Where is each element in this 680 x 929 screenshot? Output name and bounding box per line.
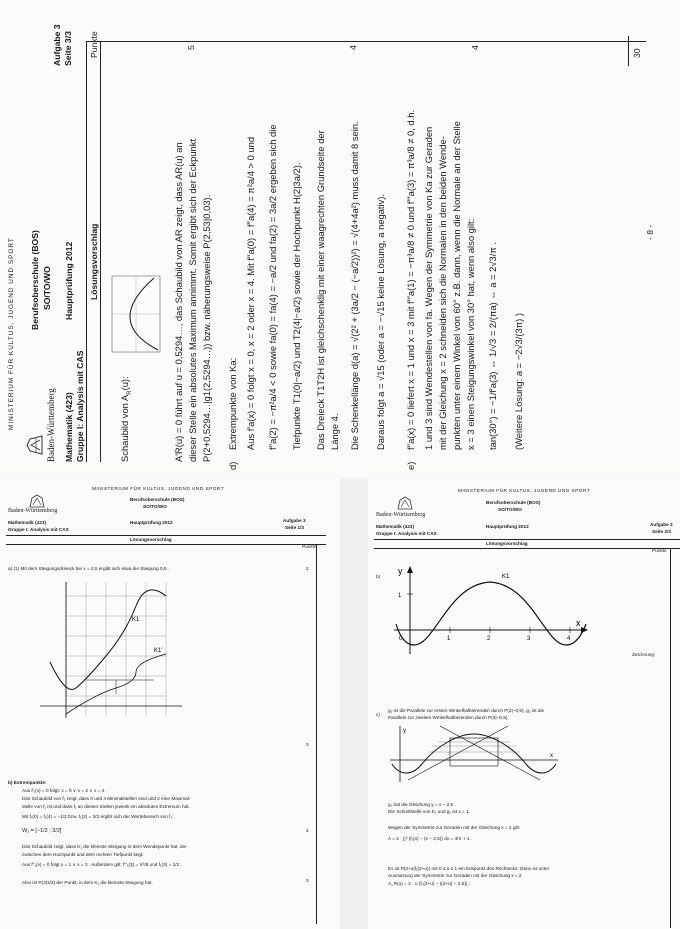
page-footer: - 8 - bbox=[645, 224, 655, 240]
divider bbox=[100, 42, 101, 462]
page-gap bbox=[340, 478, 368, 929]
section-d-line: Länge 4. bbox=[329, 413, 340, 450]
function-graph-k1-full bbox=[390, 564, 590, 658]
graph-caption: Schaubild von $A_R(u)$: bbox=[119, 376, 133, 462]
points-value: 4 bbox=[470, 45, 480, 50]
section-d-line: Tiefpunkte T1(0|−a/2) und T2(4|−a/2) sowie der Hochpunkt H(2|3a/2). bbox=[291, 162, 302, 450]
school-type: SO/TO/WO bbox=[143, 504, 167, 509]
section-b-line: W₁ = [−1/2 ; 3/2] bbox=[22, 828, 62, 834]
solution-header: Lösungsvorschlag bbox=[130, 537, 172, 542]
points-header: Punkte bbox=[89, 31, 99, 58]
curve-label-k1: K1 bbox=[502, 574, 510, 580]
points-header: Punkte bbox=[302, 544, 317, 549]
x-tick-label: 0 bbox=[399, 636, 403, 642]
points-value: 2 bbox=[306, 566, 309, 571]
section-d-line: Das Dreieck T1T2H ist gleichschenklig mit einer waagrechten Grundseite der bbox=[315, 130, 326, 450]
section-c-line: Wegen der Symmetrie zur Geraden mit der Gleichung x = 2 gilt: bbox=[388, 825, 521, 830]
state-seal-icon bbox=[28, 494, 46, 508]
subject: Mathematik (423) bbox=[376, 524, 415, 529]
school-name: Berufsoberschule (BOS) bbox=[30, 230, 40, 330]
page-label: Seite 1/3 bbox=[285, 525, 305, 530]
section-d-line: f′′a(2) = −π²a/4 < 0 sowie fa(0) = fa(4) = −a/2 und fa(2) = 3a/2 ergeben sich die bbox=[267, 124, 278, 450]
ministry-header: MINISTERIUM FÜR KULTUS, JUGEND UND SPORT bbox=[92, 486, 225, 491]
x-tick-label: 4 bbox=[567, 636, 571, 642]
page-2-scan bbox=[370, 482, 680, 929]
divider bbox=[6, 544, 326, 545]
subject: Mathematik (423) bbox=[8, 520, 47, 525]
x-tick-label: 2 bbox=[487, 636, 491, 642]
result-line-3: P(2+0,5294…|g1(2,5294…)) bzw. näherungsweise P(2,53|0,03). bbox=[201, 194, 212, 462]
section-e-line: x = 3 einen Steigungswinkel von 30° hat, wenn also gilt: bbox=[465, 218, 476, 450]
curve-label-k1: K1 bbox=[132, 617, 140, 623]
task-label: Aufgabe 3 bbox=[283, 518, 306, 523]
group: Gruppe I: Analysis mit CAS bbox=[8, 527, 69, 532]
state-seal-icon bbox=[26, 434, 44, 456]
points-value: 5 bbox=[186, 45, 196, 50]
section-e-line: tan(30°) = −1/f′a(3) ⇔ 1/√3 = 2/(πa) ⇔ a = 2√3/π . bbox=[487, 242, 498, 450]
curve-label-k1-prime: K1′ bbox=[154, 648, 163, 654]
section-c-line: A = 2 · ∫₁² (f₁(x) − (x − 2,5)) dx = 4/π + 1 . bbox=[388, 836, 473, 841]
section-c-line: Es ist P(2+u|f₁(2+u)) mit 0 ≤ u ≤ 1 ein Eckpunkt des Rechtecks. Dann ist unter bbox=[388, 866, 550, 871]
section-b-label: b) Extrempunkte: bbox=[8, 780, 47, 785]
logo-text: Baden-Württemberg bbox=[376, 512, 426, 518]
page-label: Seite 2/3 bbox=[652, 529, 672, 534]
group: Gruppe I: Analysis mit CAS bbox=[75, 350, 85, 462]
result-line-1: A′R(u) = 0 führt auf u = 0,5294…, das Schaubild von AR zeigt, dass AR(u) an bbox=[173, 142, 184, 462]
divider bbox=[86, 42, 87, 462]
zeichnung-label: Zeichnung: bbox=[632, 652, 656, 657]
school-name: Berufsoberschule (BOS) bbox=[130, 497, 185, 502]
section-b-line: Also ist P(3|1/2) der Punkt, in dem K₁ die kleinste Steigung hat. bbox=[22, 880, 153, 885]
section-label-e: e) bbox=[405, 461, 416, 470]
x-axis-label: x bbox=[576, 618, 581, 628]
ministry-header: MINISTERIUM FÜR KULTUS, JUGEND UND SPORT bbox=[458, 488, 591, 493]
section-b-line: Das Schaubild zeigt, dass K₁ die kleinste Steigung in dem Wendepunkt hat, der bbox=[22, 844, 187, 849]
exam-title: Hauptprüfung 2012 bbox=[64, 241, 74, 320]
section-c-line: Parallele zur zweiten Winkelhalbierenden durch P(2|−0,5). bbox=[388, 715, 509, 720]
section-d-line: Daraus folgt a = √15 (oder a = −√15 keine Lösung, a negativ). bbox=[375, 193, 386, 450]
total-rule bbox=[628, 36, 629, 66]
task-label: Aufgabe 3 bbox=[650, 522, 673, 527]
section-e-line: f′′a(x) = 0 liefert x = 1 und x = 3 mit f′′′a(1) = −π³a/8 ≠ 0 und f′′′a(3) = π³a/8 ≠ 0, d.h. bbox=[405, 109, 416, 450]
section-c-line: A_R(u) = 2 · u (f₁(2+u) − ((2+u) − 2,5)) . bbox=[388, 881, 470, 886]
points-column-rule bbox=[86, 41, 646, 42]
section-c-line: Die Schnittstelle von K₁ und g₁ ist x = 1. bbox=[388, 809, 470, 814]
state-seal-icon bbox=[396, 496, 414, 510]
section-d-line: Aus f′a(x) = 0 folgt x = 0, x = 2 oder x = 4. Mit f′′a(0) = f′′a(4) = π²a/4 > 0 und bbox=[245, 136, 256, 450]
section-c-line: g₁ hat die Gleichung y = x − 2,5 . bbox=[388, 802, 456, 807]
section-d-title: Extrempunkte von Ka: bbox=[227, 357, 238, 450]
points-column-rule bbox=[316, 544, 317, 924]
solution-header: Lösungsvorschlag bbox=[89, 223, 99, 300]
school-type: SO/TO/WO bbox=[498, 507, 522, 512]
divider bbox=[6, 535, 326, 536]
section-e-line: mit der Gleichung x = 2 schneiden sich die Normalen in den beiden Wende- bbox=[437, 136, 448, 450]
section-c-line: g₁ ist die Parallele zur ersten Winkelhalbierenden durch P(2|−0,5), g₂ ist die bbox=[388, 708, 545, 713]
section-b-line: Das Schaubild von f₁ zeigt, dass 0 und 4 Minimalstellen sind und 2 eine Maximal- bbox=[22, 796, 191, 801]
y-axis-label: y bbox=[398, 566, 403, 576]
section-e-line: (Weitere Lösung: a = −2√3/(3π) ) bbox=[513, 312, 524, 450]
area-rectangle-graph bbox=[388, 724, 560, 784]
points-value: 3 bbox=[306, 878, 309, 883]
section-c-line: Ausnutzung der Symmetrie zur Geraden mit der Gleichung x = 2 bbox=[388, 873, 522, 878]
exam-title: Hauptprüfung 2012 bbox=[486, 524, 529, 529]
x-tick-label: 3 bbox=[527, 636, 531, 642]
points-value: 3 bbox=[306, 742, 309, 747]
function-graph-k1 bbox=[36, 576, 186, 724]
section-a-line: a) (1) Mit dem Steigungsdreieck bei x = 2,5 ergibt sich etwa die Steigung 0,5 . bbox=[8, 566, 170, 571]
section-b-line: stelle von f₁ ist und dass f₁ an diesen Stellen jeweils ein absolutes Extremum hat. bbox=[22, 804, 190, 809]
school-type: SO/TO/WO bbox=[42, 266, 52, 310]
exam-title: Hauptprüfung 2012 bbox=[130, 520, 173, 525]
solution-header: Lösungsvorschlag bbox=[486, 541, 528, 546]
result-line-2: dieser Stelle ein absolutes Maximum annimmt. Somit ergibt sich der Eckpunkt bbox=[187, 138, 198, 462]
section-label-d: d) bbox=[227, 461, 238, 470]
group: Gruppe I: Analysis mit CAS bbox=[376, 531, 437, 536]
section-b-line: Mit f₁(0) = f₁(4) = −1/2 bzw. f₁(2) = 3/2 ergibt sich der Wertebereich von f₁: bbox=[22, 814, 174, 819]
total-points: 30 bbox=[632, 48, 642, 58]
ministry-header: MINISTERIUM FÜR KULTUS, JUGEND UND SPORT bbox=[8, 237, 15, 430]
task-label: Aufgabe 3 bbox=[52, 24, 62, 66]
section-b-line: Aus f′₁(x) = 0 folgt: x = 0 ∨ x = 2 ∨ x = 4 . bbox=[22, 788, 107, 793]
section-c-label: c) bbox=[376, 712, 380, 717]
points-value: 4 bbox=[348, 45, 358, 50]
section-e-line: punkten unter einem Winkel von 60° z.B. dann, wenn die Normale an der Stelle bbox=[451, 121, 462, 450]
points-header: Punkte bbox=[652, 548, 667, 553]
page-1-scan bbox=[0, 482, 334, 929]
logo-text: Baden-Württemberg bbox=[8, 508, 58, 514]
subject: Mathematik (423) bbox=[64, 392, 74, 462]
y-tick-label: 1 bbox=[398, 593, 402, 599]
school-name: Berufsoberschule (BOS) bbox=[486, 500, 541, 505]
section-d-line: Die Schenkellänge d(a) = √(2² + (3a/2 − (−a/2))²) = √(4+4a²) muss damit 8 sein. bbox=[349, 121, 360, 450]
logo-text: Baden-Württemberg bbox=[46, 388, 56, 462]
x-axis-label: x bbox=[550, 753, 553, 759]
x-tick-label: 1 bbox=[447, 636, 451, 642]
divider bbox=[374, 539, 680, 540]
section-b-line: zwischen dem Hochpunkt und dem rechten Tiefpunkt liegt. bbox=[22, 852, 144, 857]
area-function-graph bbox=[108, 272, 164, 362]
section-b-label: b) bbox=[376, 574, 381, 579]
y-axis-label: y bbox=[403, 728, 406, 734]
section-e-line: 1 und 3 sind Wendestellen von fa. Wegen der Symmetrie von Ka zur Geraden bbox=[423, 126, 434, 450]
section-b-line: Aus f′′₁(x) = 0 folgt x = 1 ∨ x = 3 . Außerdem gilt: f′′′₁(3) = π³/8 und f₁(3) = 1/2 . bbox=[22, 862, 182, 867]
divider bbox=[374, 548, 680, 549]
points-value: 2 bbox=[306, 828, 309, 833]
points-column-rule bbox=[670, 548, 671, 928]
page-label: Seite 3/3 bbox=[63, 31, 73, 66]
